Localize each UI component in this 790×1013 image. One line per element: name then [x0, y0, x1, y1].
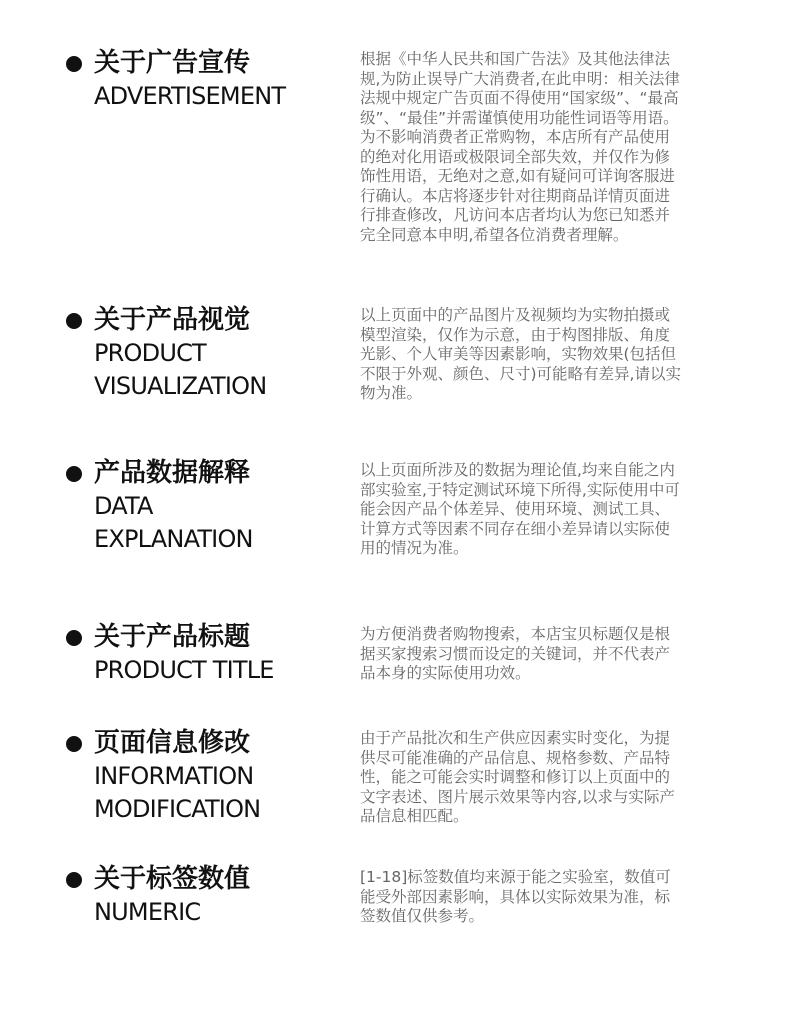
- section-body: 由于产品批次和生产供应因素实时变化，为提 供尽可能准确的产品信息、规格参数、产品特 性，能之可能会实时调整和修订以上页面中的 文字表述、图片展示效果等内容,以求与实际产 品信息相匹配。: [360, 729, 675, 825]
- section-title-en: INFORMATION MODIFICATION: [94, 762, 261, 823]
- bullet-dot-icon: [66, 466, 82, 482]
- section-title-zh: 关于广告宣传: [94, 48, 251, 78]
- section-title-en: ADVERTISEMENT: [94, 82, 286, 110]
- section-title-en: PRODUCT TITLE: [94, 656, 274, 684]
- bullet-dot-icon: [66, 313, 82, 329]
- section-title-zh: 产品数据解释: [94, 458, 251, 488]
- section-body: [1-18]标签数值均来源于能之实验室，数值可 能受外部因素影响，具体以实际效果为准，标 签数值仅供参考。: [360, 868, 671, 925]
- section-title-en: DATA EXPLANATION: [94, 492, 253, 553]
- section-title-zh: 关于产品视觉: [94, 305, 251, 335]
- section-title-zh: 关于标签数值: [94, 864, 251, 894]
- bullet-dot-icon: [66, 630, 82, 646]
- section-body: 以上页面所涉及的数据为理论值,均来自能之内 部实验室,于特定测试环境下所得,实际使用中可 能会因产品个体差异、使用环境、测试工具、 计算方式等因素不同存在细小差异请以实际使 用的情况为准。: [360, 461, 680, 557]
- section-title-zh: 页面信息修改: [94, 728, 251, 758]
- section-title-en: NUMERIC: [94, 898, 201, 926]
- bullet-dot-icon: [66, 736, 82, 752]
- section-title-en: PRODUCT VISUALIZATION: [94, 339, 267, 400]
- section-body: 以上页面中的产品图片及视频均为实物拍摄或 模型渲染，仅作为示意，由于构图排版、角度 光影、个人审美等因素影响，实物效果(包括但 不限于外观、颜色、尺寸)可能略有差异,请以实 物为准。: [360, 306, 681, 402]
- section-body: 为方便消费者购物搜索，本店宝贝标题仅是根 据买家搜索习惯而设定的关键词，并不代表产 品本身的实际使用功效。: [360, 625, 671, 682]
- bullet-dot-icon: [66, 56, 82, 72]
- section-title-zh: 关于产品标题: [94, 622, 251, 652]
- bullet-dot-icon: [66, 872, 82, 888]
- section-body: 根据《中华人民共和国广告法》及其他法律法 规,为防止误导广大消费者,在此申明：相关法律 法规中规定广告页面不得使用“国家级”、“最高 级”、“最佳”并需谨慎使用功能性词语等用语。 为不影响消费者正常购物，本店所有产品使用 的绝对化用语或极限词全部失效，并仅作为修 饰性用语，无绝对之意,如有疑问可详询客服进 行确认。本店将逐步针对往期商品详情页面进 行排查修改，凡访问本店者均认为您已知悉并 完全同意本申明,希望各位消费者理解。: [360, 50, 680, 244]
